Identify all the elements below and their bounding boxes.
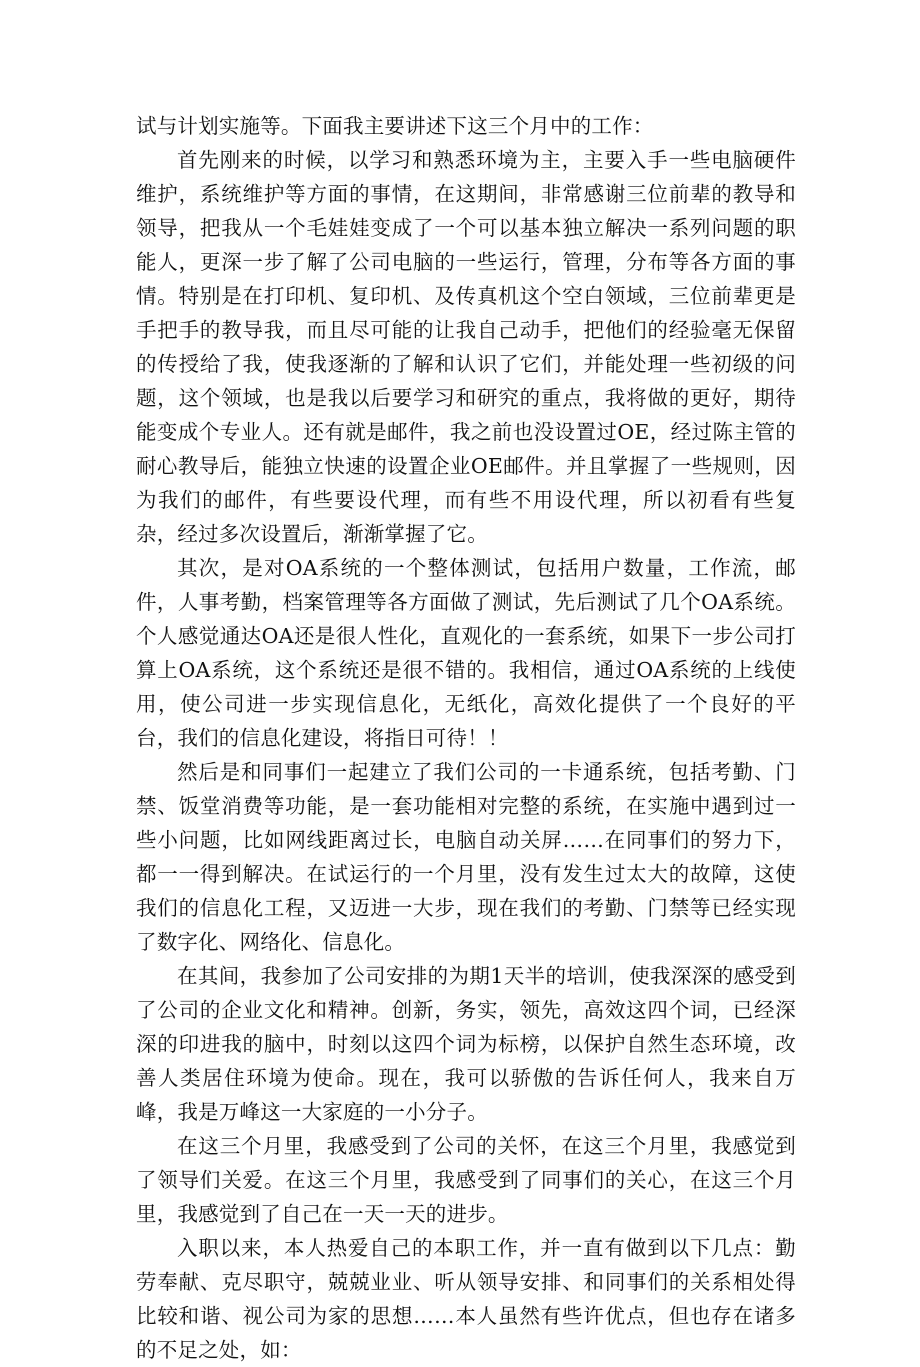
- paragraph-oa-system-test: 其次，是对OA系统的一个整体测试，包括用户数量，工作流，邮件，人事考勤，档案管理等各方面做了测试，先后测试了几个OA系统。个人感觉通达OA还是很人性化，直观化的一套系统，如果下一步公司打算上OA系统，这个系统还是很不错的。我相信，通过OA系统的上线使用，使公司进一步实现信息化，无纸化，高效化提供了一个良好的平台，我们的信息化建设，将指日可待！！: [136, 556, 796, 750]
- paragraph-intro: 试与计划实施等。下面我主要讲述下这三个月中的工作：: [136, 114, 654, 138]
- paragraph-three-months: 在这三个月里，我感受到了公司的关怀，在这三个月里，我感觉到了领导们关爱。在这三个月里，我感受到了同事们的关心，在这三个月里，我感觉到了自己在一天一天的进步。: [136, 1134, 796, 1226]
- paragraph-hardware-maintenance: 首先刚来的时候，以学习和熟悉环境为主，主要入手一些电脑硬件维护，系统维护等方面的事情，在这期间，非常感谢三位前辈的教导和领导，把我从一个毛娃娃变成了一个可以基本独立解决一系列问题的职能人，更深一步了解了公司电脑的一些运行，管理，分布等各方面的事情。特别是在打印机、复印机、及传真机这个空白领域，三位前辈更是手把手的教导我，而且尽可能的让我自己动手，把他们的经验毫无保留的传授给了我，使我逐渐的了解和认识了它们，并能处理一些初级的问题，这个领域，也是我以后要学习和研究的重点，我将做的更好，期待能变成个专业人。还有就是邮件，我之前也没设置过OE，经过陈主管的耐心教导后，能独立快速的设置企业OE邮件。并且掌握了一些规则，因为我们的邮件，有些要设代理，而有些不用设代理，所以初看有些复杂，经过多次设置后，渐渐掌握了它。: [136, 148, 796, 546]
- paragraph-since-joining: 入职以来，本人热爱自己的本职工作，并一直有做到以下几点：勤劳奉献、克尽职守，兢兢业业、听从领导安排、和同事们的关系相处得比较和谐、视公司为家的思想……本人虽然有些许优点，但也存在诸多的不足之处，如：: [136, 1236, 796, 1362]
- paragraph-training: 在其间，我参加了公司安排的为期1天半的培训，使我深深的感受到了公司的企业文化和精神。创新，务实，领先，高效这四个词，已经深深的印进我的脑中，时刻以这四个词为标榜，以保护自然生态环境，改善人类居住环境为使命。现在，我可以骄傲的告诉任何人，我来自万峰，我是万峰这一大家庭的一小分子。: [136, 964, 796, 1124]
- paragraph-card-system: 然后是和同事们一起建立了我们公司的一卡通系统，包括考勤、门禁、饭堂消费等功能，是一套功能相对完整的系统，在实施中遇到过一些小问题，比如网线距离过长，电脑自动关屏……在同事们的努力下，都一一得到解决。在试运行的一个月里，没有发生过太大的故障，这使我们的信息化工程，又迈进一大步，现在我们的考勤、门禁等已经实现了数字化、网络化、信息化。: [136, 760, 796, 954]
- document-body: [136, 109, 796, 1367]
